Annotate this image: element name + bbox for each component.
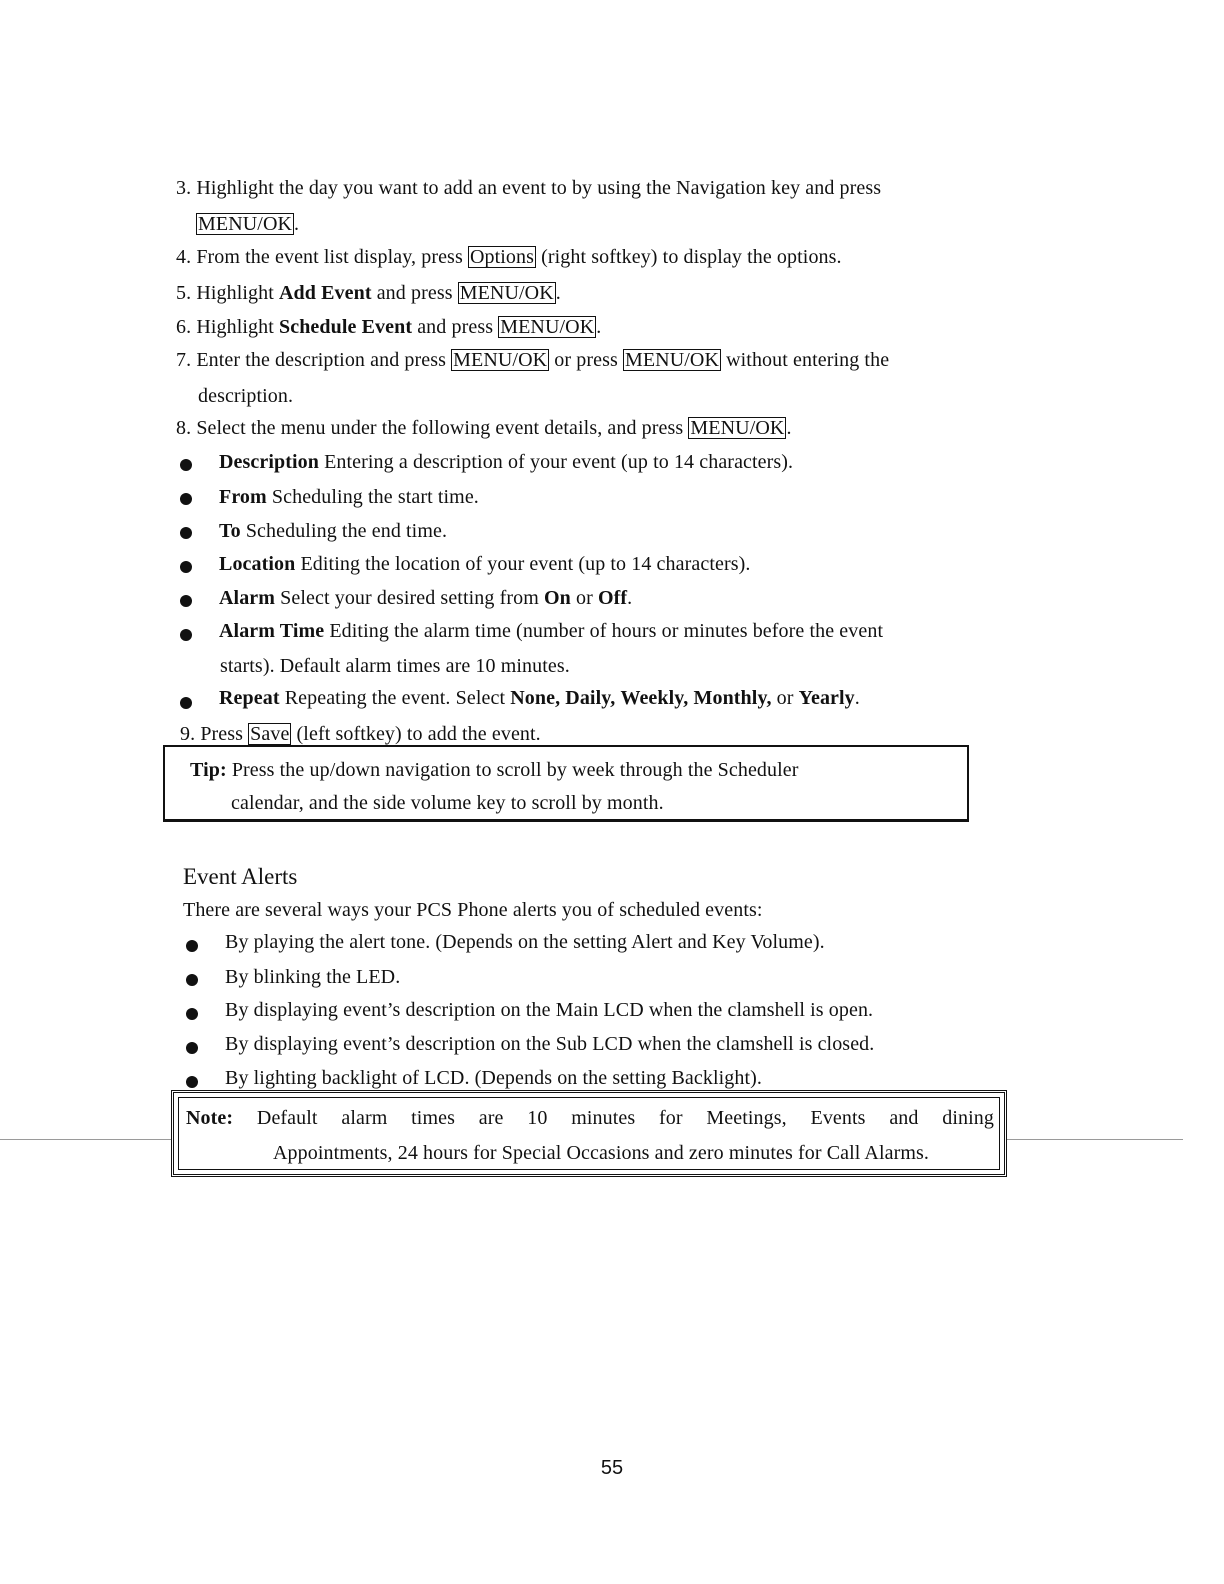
step-text: (left softkey) to add the event.	[296, 723, 541, 745]
menu-item-name: Schedule Event	[279, 316, 413, 338]
note-label: Note:	[186, 1107, 234, 1129]
step-text: Highlight the day you want to add an event to by using the Navigation key and press	[196, 177, 882, 199]
scan-artifact-line	[1007, 1139, 1183, 1140]
detail-text: or	[575, 587, 593, 609]
option-on: On	[543, 587, 571, 609]
menu-ok-key: MENU/OK	[500, 316, 595, 338]
tip-text: Press the up/down navigation to scroll by week through the Scheduler	[231, 759, 799, 781]
note-word: for	[659, 1107, 683, 1129]
option-yearly: Yearly	[798, 687, 855, 709]
detail-text: Select your desired setting from	[280, 587, 539, 609]
detail-term: From	[219, 486, 267, 508]
step-7	[176, 348, 889, 372]
scan-artifact-line	[0, 1139, 171, 1140]
step-text: Highlight	[196, 282, 274, 304]
detail-text: Editing the location of your event (up to 14 characters).	[300, 553, 751, 575]
bullet-dot	[180, 629, 192, 641]
detail-text: Entering a description of your event (up to 14 characters).	[324, 451, 794, 473]
tip-line-2: calendar, and the side volume key to scroll by month.	[231, 792, 664, 814]
step-number: 9.	[180, 723, 196, 745]
bullet-dot	[180, 493, 192, 505]
step-number: 8.	[176, 417, 192, 439]
bullet-dot	[180, 459, 192, 471]
option-daily: Daily	[565, 687, 611, 709]
detail-text: Scheduling the start time.	[271, 486, 479, 508]
detail-term: Description	[219, 451, 319, 473]
detail-text: Repeating the event. Select	[284, 687, 506, 709]
detail-text: or	[776, 687, 794, 709]
punctuation: .	[627, 587, 633, 609]
note-word: Events	[810, 1107, 866, 1129]
bullet-dot	[186, 940, 198, 952]
bullet-dot	[180, 595, 192, 607]
step-text: Select the menu under the following event details, and press	[196, 417, 684, 439]
note-word: times	[411, 1107, 455, 1129]
note-line-2: Appointments, 24 hours for Special Occasions and zero minutes for Call Alarms.	[273, 1142, 930, 1164]
step-7-continued: description.	[198, 385, 294, 407]
option-monthly: Monthly	[693, 687, 767, 709]
tip-label: Tip:	[190, 759, 227, 781]
note-word: minutes	[571, 1107, 636, 1129]
step-text: Press	[200, 723, 244, 745]
detail-alarm	[219, 586, 632, 610]
bullet-dot	[180, 527, 192, 539]
step-text: Enter the description and press	[196, 349, 447, 371]
detail-alarm-time	[219, 619, 883, 643]
alert-item: By playing the alert tone. (Depends on the setting Alert and Key Volume).	[225, 931, 825, 953]
detail-from	[219, 485, 479, 509]
punctuation: .	[294, 213, 300, 235]
menu-ok-key: MENU/OK	[690, 417, 785, 439]
step-number: 6.	[176, 316, 192, 338]
alert-item: By displaying event’s description on the Main LCD when the clamshell is open.	[225, 999, 874, 1021]
step-3-continued	[196, 212, 299, 236]
detail-location	[219, 552, 750, 576]
step-number: 5.	[176, 282, 192, 304]
section-heading: Event Alerts	[183, 864, 298, 889]
step-4	[176, 245, 842, 269]
detail-description	[219, 450, 793, 474]
step-5	[176, 281, 561, 305]
bullet-dot	[186, 1076, 198, 1088]
detail-term: Alarm	[219, 587, 276, 609]
step-number: 3.	[176, 177, 192, 199]
punctuation: .	[786, 417, 792, 439]
comma: ,	[683, 687, 689, 709]
detail-term: To	[219, 520, 241, 542]
step-text: and press	[376, 282, 453, 304]
comma: ,	[766, 687, 772, 709]
step-text: (right softkey) to display the options.	[541, 246, 842, 268]
note-word: alarm	[341, 1107, 388, 1129]
alert-item: By displaying event’s description on the Sub LCD when the clamshell is closed.	[225, 1033, 875, 1055]
bullet-dot	[186, 1042, 198, 1054]
punctuation: .	[854, 687, 860, 709]
bullet-dot	[180, 561, 192, 573]
menu-ok-key: MENU/OK	[198, 213, 293, 235]
comma: ,	[555, 687, 561, 709]
menu-ok-key: MENU/OK	[624, 349, 719, 371]
note-word: Default	[256, 1107, 318, 1129]
save-key: Save	[250, 723, 290, 745]
menu-ok-key: MENU/OK	[459, 282, 554, 304]
step-text: without entering the	[726, 349, 890, 371]
menu-ok-key: MENU/OK	[453, 349, 548, 371]
bullet-dot	[180, 697, 192, 709]
bullet-dot	[186, 974, 198, 986]
note-word: dining	[942, 1107, 994, 1129]
note-word: and	[889, 1107, 919, 1129]
step-number: 7.	[176, 349, 192, 371]
bullet-dot	[186, 1008, 198, 1020]
detail-term: Alarm Time	[219, 620, 325, 642]
step-text: Highlight	[196, 316, 274, 338]
option-weekly: Weekly	[620, 687, 684, 709]
detail-repeat	[219, 686, 860, 710]
punctuation: .	[596, 316, 602, 338]
note-line-1	[186, 1106, 994, 1130]
detail-text: Editing the alarm time (number of hours or minutes before the event	[329, 620, 884, 642]
tip-line-1	[190, 758, 799, 782]
comma: ,	[610, 687, 616, 709]
note-word: Meetings,	[706, 1107, 787, 1129]
options-key: Options	[469, 246, 534, 268]
step-3	[176, 176, 881, 200]
step-text: From the event list display, press	[196, 246, 463, 268]
step-6	[176, 315, 601, 339]
detail-to	[219, 519, 447, 543]
step-number: 4.	[176, 246, 192, 268]
detail-alarm-time-continued: starts). Default alarm times are 10 minutes.	[220, 655, 570, 677]
detail-term: Repeat	[219, 687, 280, 709]
step-text: or press	[554, 349, 618, 371]
note-word: are	[478, 1107, 504, 1129]
step-8	[176, 416, 792, 440]
step-text: and press	[417, 316, 494, 338]
menu-item-name: Add Event	[279, 282, 372, 304]
option-off: Off	[597, 587, 628, 609]
section-intro: There are several ways your PCS Phone alerts you of scheduled events:	[183, 899, 763, 921]
punctuation: .	[555, 282, 561, 304]
option-none: None	[510, 687, 556, 709]
page-number: 55	[600, 1457, 624, 1479]
detail-text: Scheduling the end time.	[245, 520, 448, 542]
step-9	[180, 722, 541, 746]
alert-item: By lighting backlight of LCD. (Depends on the setting Backlight).	[225, 1067, 762, 1089]
note-word: 10	[527, 1107, 548, 1129]
detail-term: Location	[219, 553, 296, 575]
alert-item: By blinking the LED.	[225, 966, 401, 988]
